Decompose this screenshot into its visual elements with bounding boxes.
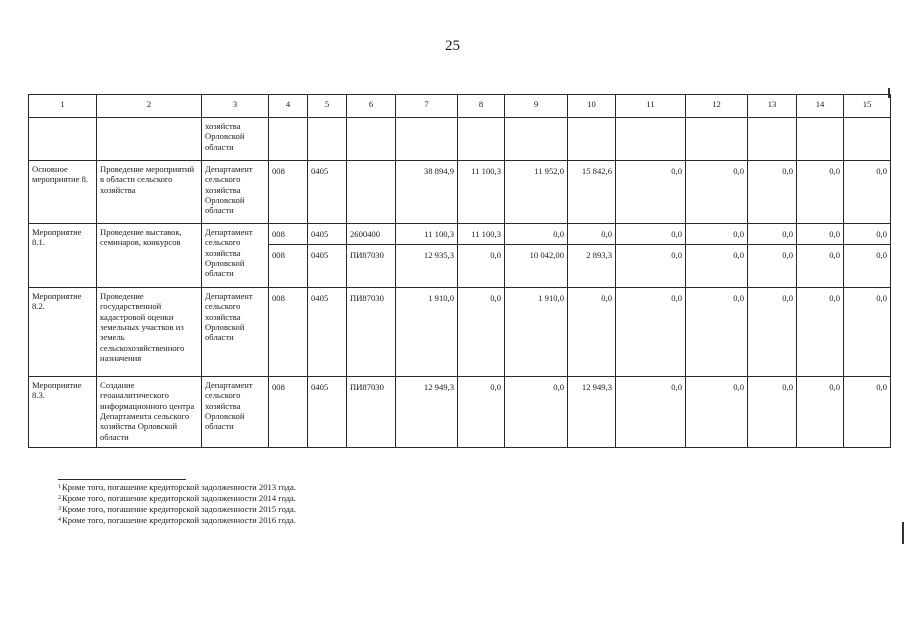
table-cell: Департамент сельского хозяйства Орловской области: [202, 377, 269, 448]
table-cell: 0,0: [568, 288, 616, 377]
table-cell: [396, 118, 458, 161]
table-cell: 0,0: [797, 224, 844, 245]
table-cell: 0,0: [686, 245, 748, 288]
column-header: 12: [686, 95, 748, 118]
table-cell: 0,0: [616, 377, 686, 448]
table-cell: [616, 118, 686, 161]
table-cell: 0,0: [844, 224, 891, 245]
column-header: 7: [396, 95, 458, 118]
footnote-text: Кроме того, погашение кредиторской задолженности 2015 года.: [62, 504, 296, 514]
table-cell: 2600400: [347, 224, 396, 245]
column-header: 10: [568, 95, 616, 118]
table-cell: Создание геоаналитического информационного центра Департамента сельского хозяйства Орловской области: [97, 377, 202, 448]
table-cell: 0,0: [844, 288, 891, 377]
table-cell: 11 100,3: [458, 161, 505, 224]
table-cell: ПИ87030: [347, 377, 396, 448]
table-cell: [29, 118, 97, 161]
table-cell: 0405: [308, 224, 347, 245]
table-cell: 1 910,0: [505, 288, 568, 377]
table-cell: 0,0: [797, 245, 844, 288]
table-cell: 0,0: [458, 288, 505, 377]
table-row-event-8-2: [29, 288, 891, 377]
footnote-divider: [58, 479, 186, 480]
table-cell: [797, 118, 844, 161]
table-cell: 0,0: [686, 288, 748, 377]
table-cell: [269, 118, 308, 161]
table-cell: 0,0: [748, 377, 797, 448]
budget-table: [28, 94, 891, 448]
table-cell: 0,0: [748, 288, 797, 377]
column-header: 5: [308, 95, 347, 118]
table-cell: 0,0: [797, 377, 844, 448]
table-cell: Департамент сельского хозяйства Орловской области: [202, 161, 269, 224]
table-cell: 008: [269, 377, 308, 448]
table-row-main-event-8: [29, 161, 891, 224]
table-cell: 0,0: [505, 224, 568, 245]
column-header: 4: [269, 95, 308, 118]
table-cell: 0,0: [458, 377, 505, 448]
table-cell: ПИ87030: [347, 245, 396, 288]
table-cell: Проведение государственной кадастровой оценки земельных участков из земель сельскохозяйственного назначения: [97, 288, 202, 377]
table-cell: хозяйства Орловской области: [202, 118, 269, 161]
table-cell: 12 949,3: [396, 377, 458, 448]
table-cell: 11 952,0: [505, 161, 568, 224]
table-cell: 0,0: [568, 224, 616, 245]
footnote-mark: 4: [58, 517, 61, 523]
footnote: [58, 482, 296, 493]
footnote: [58, 515, 296, 526]
column-header: 3: [202, 95, 269, 118]
table-cell: 0,0: [616, 224, 686, 245]
column-header: 6: [347, 95, 396, 118]
table-cell: [347, 118, 396, 161]
table-cell: 0405: [308, 288, 347, 377]
table-cell: Департамент сельского хозяйства Орловской области: [202, 224, 269, 288]
table-cell: 0,0: [844, 161, 891, 224]
table-cell: 0,0: [686, 377, 748, 448]
footnote: [58, 504, 296, 515]
column-header: 9: [505, 95, 568, 118]
page-number: 25: [445, 38, 460, 54]
table-cell: Проведение мероприятий в области сельского хозяйства: [97, 161, 202, 224]
table-cell: 0,0: [844, 377, 891, 448]
table-cell: 1 910,0: [396, 288, 458, 377]
table-cell: 0,0: [686, 161, 748, 224]
column-header: 1: [29, 95, 97, 118]
table-cell: 0,0: [748, 245, 797, 288]
table-cell: Мероприятие 8.2.: [29, 288, 97, 377]
table-cell: 38 894,9: [396, 161, 458, 224]
table-cell: 11 100,3: [458, 224, 505, 245]
table-cell: 008: [269, 161, 308, 224]
column-header: 14: [797, 95, 844, 118]
table-cell: 15 842,6: [568, 161, 616, 224]
footnote-mark: 2: [58, 495, 61, 501]
table-cell: 0,0: [844, 245, 891, 288]
table-cell: 0405: [308, 377, 347, 448]
table-cell: [568, 118, 616, 161]
column-header: 2: [97, 95, 202, 118]
scan-artifact: [888, 88, 890, 98]
table-cell: Мероприятие 8.3.: [29, 377, 97, 448]
table-cell: ПИ87030: [347, 288, 396, 377]
footnote-text: Кроме того, погашение кредиторской задолженности 2016 года.: [62, 515, 296, 525]
footnote-text: Кроме того, погашение кредиторской задолженности 2013 года.: [62, 482, 296, 492]
table-cell: [347, 161, 396, 224]
table-cell: [505, 118, 568, 161]
table-cell: Департамент сельского хозяйства Орловской области: [202, 288, 269, 377]
table-cell: 10 042,00: [505, 245, 568, 288]
table-cell: 12 949,3: [568, 377, 616, 448]
footnote-mark: 1: [58, 484, 61, 490]
table-cell: 0,0: [797, 161, 844, 224]
table-cell: [748, 118, 797, 161]
table-cell: 0,0: [616, 245, 686, 288]
table-row-event-8-3: [29, 377, 891, 448]
footnotes: [58, 482, 296, 526]
table-cell: 008: [269, 245, 308, 288]
column-header: 13: [748, 95, 797, 118]
table-cell: 0,0: [748, 161, 797, 224]
table-cell: 0,0: [797, 288, 844, 377]
table-cell: Мероприятие 8.1.: [29, 224, 97, 288]
table-cell: 0,0: [458, 245, 505, 288]
table-row-continuation: [29, 118, 891, 161]
table-cell: 0,0: [616, 161, 686, 224]
table-cell: 0405: [308, 245, 347, 288]
table-cell: 0,0: [505, 377, 568, 448]
table-cell: 008: [269, 224, 308, 245]
footnote: [58, 493, 296, 504]
table-cell: 0,0: [616, 288, 686, 377]
table-cell: 0,0: [748, 224, 797, 245]
column-header: 8: [458, 95, 505, 118]
table-cell: 12 935,3: [396, 245, 458, 288]
column-header: 15: [844, 95, 891, 118]
table-cell: 008: [269, 288, 308, 377]
table-cell: 11 100,3: [396, 224, 458, 245]
table-cell: [97, 118, 202, 161]
footnote-text: Кроме того, погашение кредиторской задолженности 2014 года.: [62, 493, 296, 503]
table-cell: [458, 118, 505, 161]
table-cell: [686, 118, 748, 161]
column-header: 11: [616, 95, 686, 118]
table-cell: [844, 118, 891, 161]
table-cell: 0,0: [686, 224, 748, 245]
table-cell: Проведение выставок, семинаров, конкурсов: [97, 224, 202, 288]
footnote-mark: 3: [58, 506, 61, 512]
scan-artifact: [902, 522, 904, 544]
header-row: [29, 95, 891, 118]
table-cell: 0405: [308, 161, 347, 224]
table-cell: Основное мероприятие 8.: [29, 161, 97, 224]
table-row-event-8-1: [29, 224, 891, 245]
table-cell: 2 893,3: [568, 245, 616, 288]
table-cell: [308, 118, 347, 161]
